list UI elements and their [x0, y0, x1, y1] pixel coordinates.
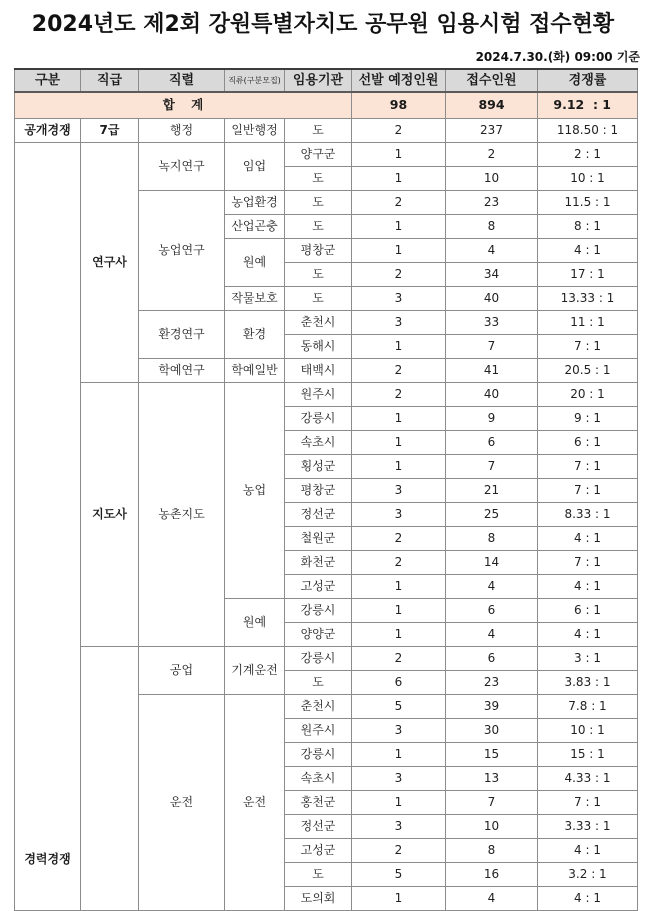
ratio-cell: 11 : 1 — [538, 310, 638, 334]
ratio-cell: 3 : 1 — [538, 646, 638, 670]
applicants-cell: 14 — [446, 550, 538, 574]
class-cell: 산업곤충 — [225, 214, 285, 238]
applicants-cell: 8 — [446, 214, 538, 238]
applicants-cell: 39 — [446, 694, 538, 718]
ratio-cell: 20.5 : 1 — [538, 358, 638, 382]
total-ratio: 9.12 : 1 — [538, 92, 638, 118]
agency-cell: 철원군 — [285, 526, 352, 550]
applicants-cell: 40 — [446, 382, 538, 406]
ratio-cell: 4 : 1 — [538, 886, 638, 910]
applicants-cell: 25 — [446, 502, 538, 526]
table-body — [15, 92, 638, 910]
applicants-cell: 34 — [446, 262, 538, 286]
as-of-date: 2024.7.30.(화) 09:00 기준 — [475, 50, 640, 64]
agency-cell: 평창군 — [285, 238, 352, 262]
agency-cell: 홍천군 — [285, 790, 352, 814]
planned-cell: 2 — [352, 838, 446, 862]
table-row — [15, 646, 638, 670]
applicants-cell: 33 — [446, 310, 538, 334]
class-cell: 원예 — [225, 238, 285, 286]
applicants-cell: 10 — [446, 814, 538, 838]
header-class: 직류(구분모집) — [225, 69, 285, 92]
applicants-cell: 237 — [446, 118, 538, 142]
class-cell: 농업 — [225, 382, 285, 598]
planned-cell: 2 — [352, 190, 446, 214]
agency-cell: 도 — [285, 262, 352, 286]
series-cell: 행정 — [139, 118, 225, 142]
applicants-cell: 41 — [446, 358, 538, 382]
planned-cell: 1 — [352, 334, 446, 358]
agency-cell: 속초시 — [285, 766, 352, 790]
header-row — [15, 69, 638, 92]
class-cell: 학예일반 — [225, 358, 285, 382]
planned-cell: 1 — [352, 142, 446, 166]
total-applicants: 894 — [446, 92, 538, 118]
planned-cell: 1 — [352, 406, 446, 430]
planned-cell: 1 — [352, 574, 446, 598]
agency-cell: 춘천시 — [285, 310, 352, 334]
planned-cell: 2 — [352, 262, 446, 286]
ratio-cell: 8 : 1 — [538, 214, 638, 238]
table-header — [15, 69, 638, 92]
agency-cell: 횡성군 — [285, 454, 352, 478]
division-cell: 경력경쟁 — [15, 142, 81, 910]
class-cell: 농업환경 — [225, 190, 285, 214]
agency-cell: 고성군 — [285, 838, 352, 862]
table-row — [15, 118, 638, 142]
agency-cell: 도의회 — [285, 886, 352, 910]
ratio-cell: 6 : 1 — [538, 598, 638, 622]
planned-cell: 1 — [352, 214, 446, 238]
class-cell: 환경 — [225, 310, 285, 358]
ratio-cell: 17 : 1 — [538, 262, 638, 286]
class-cell: 원예 — [225, 598, 285, 646]
agency-cell: 도 — [285, 214, 352, 238]
header-planned: 선발 예정인원 — [352, 69, 446, 92]
applicants-cell: 21 — [446, 478, 538, 502]
planned-cell: 1 — [352, 790, 446, 814]
agency-cell: 강릉시 — [285, 406, 352, 430]
agency-cell: 강릉시 — [285, 646, 352, 670]
agency-cell: 정선군 — [285, 814, 352, 838]
grade-cell: 7급 — [81, 118, 139, 142]
header-ratio: 경쟁률 — [538, 69, 638, 92]
series-cell: 농촌지도 — [139, 382, 225, 646]
ratio-cell: 3.33 : 1 — [538, 814, 638, 838]
agency-cell: 양양군 — [285, 622, 352, 646]
series-cell: 녹지연구 — [139, 142, 225, 190]
agency-cell: 도 — [285, 118, 352, 142]
ratio-cell: 10 : 1 — [538, 166, 638, 190]
planned-cell: 5 — [352, 694, 446, 718]
applicants-cell: 30 — [446, 718, 538, 742]
planned-cell: 6 — [352, 670, 446, 694]
ratio-cell: 7 : 1 — [538, 550, 638, 574]
header-grade: 직급 — [81, 69, 139, 92]
applicants-cell: 6 — [446, 598, 538, 622]
planned-cell: 1 — [352, 742, 446, 766]
ratio-cell: 2 : 1 — [538, 142, 638, 166]
planned-cell: 1 — [352, 430, 446, 454]
ratio-cell: 118.50 : 1 — [538, 118, 638, 142]
ratio-cell: 4 : 1 — [538, 622, 638, 646]
applicants-cell: 6 — [446, 646, 538, 670]
header-agency: 임용기관 — [285, 69, 352, 92]
ratio-cell: 15 : 1 — [538, 742, 638, 766]
applicants-cell: 23 — [446, 670, 538, 694]
applicants-cell: 6 — [446, 430, 538, 454]
planned-cell: 1 — [352, 886, 446, 910]
planned-cell: 1 — [352, 622, 446, 646]
agency-cell: 원주시 — [285, 382, 352, 406]
total-label: 합 계 — [15, 92, 352, 118]
header-series: 직렬 — [139, 69, 225, 92]
ratio-cell: 9 : 1 — [538, 406, 638, 430]
ratio-cell: 7 : 1 — [538, 790, 638, 814]
agency-cell: 강릉시 — [285, 598, 352, 622]
agency-cell: 도 — [285, 286, 352, 310]
total-planned: 98 — [352, 92, 446, 118]
series-cell: 운전 — [139, 694, 225, 910]
planned-cell: 3 — [352, 502, 446, 526]
ratio-cell: 4.33 : 1 — [538, 766, 638, 790]
document-title: 2024년도 제2회 강원특별자치도 공무원 임용시험 접수현황 — [31, 12, 615, 37]
grade-cell: 지도사 — [81, 382, 139, 646]
ratio-cell: 4 : 1 — [538, 574, 638, 598]
planned-cell: 2 — [352, 526, 446, 550]
applicants-cell: 9 — [446, 406, 538, 430]
class-cell: 기계운전 — [225, 646, 285, 694]
agency-cell: 도 — [285, 190, 352, 214]
ratio-cell: 13.33 : 1 — [538, 286, 638, 310]
applicants-cell: 4 — [446, 574, 538, 598]
planned-cell: 1 — [352, 166, 446, 190]
applicants-cell: 7 — [446, 454, 538, 478]
applicants-cell: 40 — [446, 286, 538, 310]
ratio-cell: 7 : 1 — [538, 334, 638, 358]
ratio-cell: 10 : 1 — [538, 718, 638, 742]
planned-cell: 1 — [352, 454, 446, 478]
agency-cell: 태백시 — [285, 358, 352, 382]
series-cell: 농업연구 — [139, 190, 225, 310]
ratio-cell: 6 : 1 — [538, 430, 638, 454]
table-row — [15, 382, 638, 406]
applicants-cell: 7 — [446, 334, 538, 358]
ratio-cell: 7 : 1 — [538, 454, 638, 478]
planned-cell: 3 — [352, 310, 446, 334]
applicants-cell: 15 — [446, 742, 538, 766]
series-cell: 학예연구 — [139, 358, 225, 382]
series-cell: 환경연구 — [139, 310, 225, 358]
applicants-cell: 4 — [446, 886, 538, 910]
applicants-cell: 10 — [446, 166, 538, 190]
class-cell: 임업 — [225, 142, 285, 190]
agency-cell: 동해시 — [285, 334, 352, 358]
division-cell: 공개경쟁 — [15, 118, 81, 142]
agency-cell: 양구군 — [285, 142, 352, 166]
grade-cell: 연구사 — [81, 142, 139, 382]
agency-cell: 원주시 — [285, 718, 352, 742]
ratio-cell: 3.83 : 1 — [538, 670, 638, 694]
ratio-cell: 11.5 : 1 — [538, 190, 638, 214]
planned-cell: 5 — [352, 862, 446, 886]
agency-cell: 고성군 — [285, 574, 352, 598]
applicants-cell: 13 — [446, 766, 538, 790]
class-cell: 운전 — [225, 694, 285, 910]
agency-cell: 도 — [285, 166, 352, 190]
ratio-cell: 8.33 : 1 — [538, 502, 638, 526]
agency-cell: 도 — [285, 670, 352, 694]
ratio-cell: 20 : 1 — [538, 382, 638, 406]
planned-cell: 3 — [352, 814, 446, 838]
applicants-cell: 16 — [446, 862, 538, 886]
planned-cell: 3 — [352, 286, 446, 310]
agency-cell: 화천군 — [285, 550, 352, 574]
applicants-cell: 23 — [446, 190, 538, 214]
ratio-cell: 4 : 1 — [538, 238, 638, 262]
ratio-cell: 4 : 1 — [538, 838, 638, 862]
series-cell: 공업 — [139, 646, 225, 694]
applicants-cell: 2 — [446, 142, 538, 166]
planned-cell: 1 — [352, 598, 446, 622]
planned-cell: 2 — [352, 550, 446, 574]
planned-cell: 2 — [352, 358, 446, 382]
applicants-cell: 4 — [446, 238, 538, 262]
agency-cell: 평창군 — [285, 478, 352, 502]
applicants-cell: 8 — [446, 526, 538, 550]
applicants-cell: 4 — [446, 622, 538, 646]
agency-cell: 춘천시 — [285, 694, 352, 718]
applicants-cell: 8 — [446, 838, 538, 862]
agency-cell: 도 — [285, 862, 352, 886]
ratio-cell: 3.2 : 1 — [538, 862, 638, 886]
ratio-cell: 7 : 1 — [538, 478, 638, 502]
application-status-table — [14, 68, 638, 911]
planned-cell: 2 — [352, 118, 446, 142]
header-division: 구분 — [15, 69, 81, 92]
header-applicants: 접수인원 — [446, 69, 538, 92]
agency-cell: 속초시 — [285, 430, 352, 454]
planned-cell: 3 — [352, 478, 446, 502]
agency-cell: 강릉시 — [285, 742, 352, 766]
table-row — [15, 142, 638, 166]
planned-cell: 3 — [352, 718, 446, 742]
agency-cell: 정선군 — [285, 502, 352, 526]
class-cell: 일반행정 — [225, 118, 285, 142]
planned-cell: 2 — [352, 382, 446, 406]
grade-cell — [81, 646, 139, 910]
applicants-cell: 7 — [446, 790, 538, 814]
planned-cell: 1 — [352, 238, 446, 262]
ratio-cell: 7.8 : 1 — [538, 694, 638, 718]
ratio-cell: 4 : 1 — [538, 526, 638, 550]
class-cell: 작물보호 — [225, 286, 285, 310]
planned-cell: 2 — [352, 646, 446, 670]
total-row — [15, 92, 638, 118]
planned-cell: 3 — [352, 766, 446, 790]
